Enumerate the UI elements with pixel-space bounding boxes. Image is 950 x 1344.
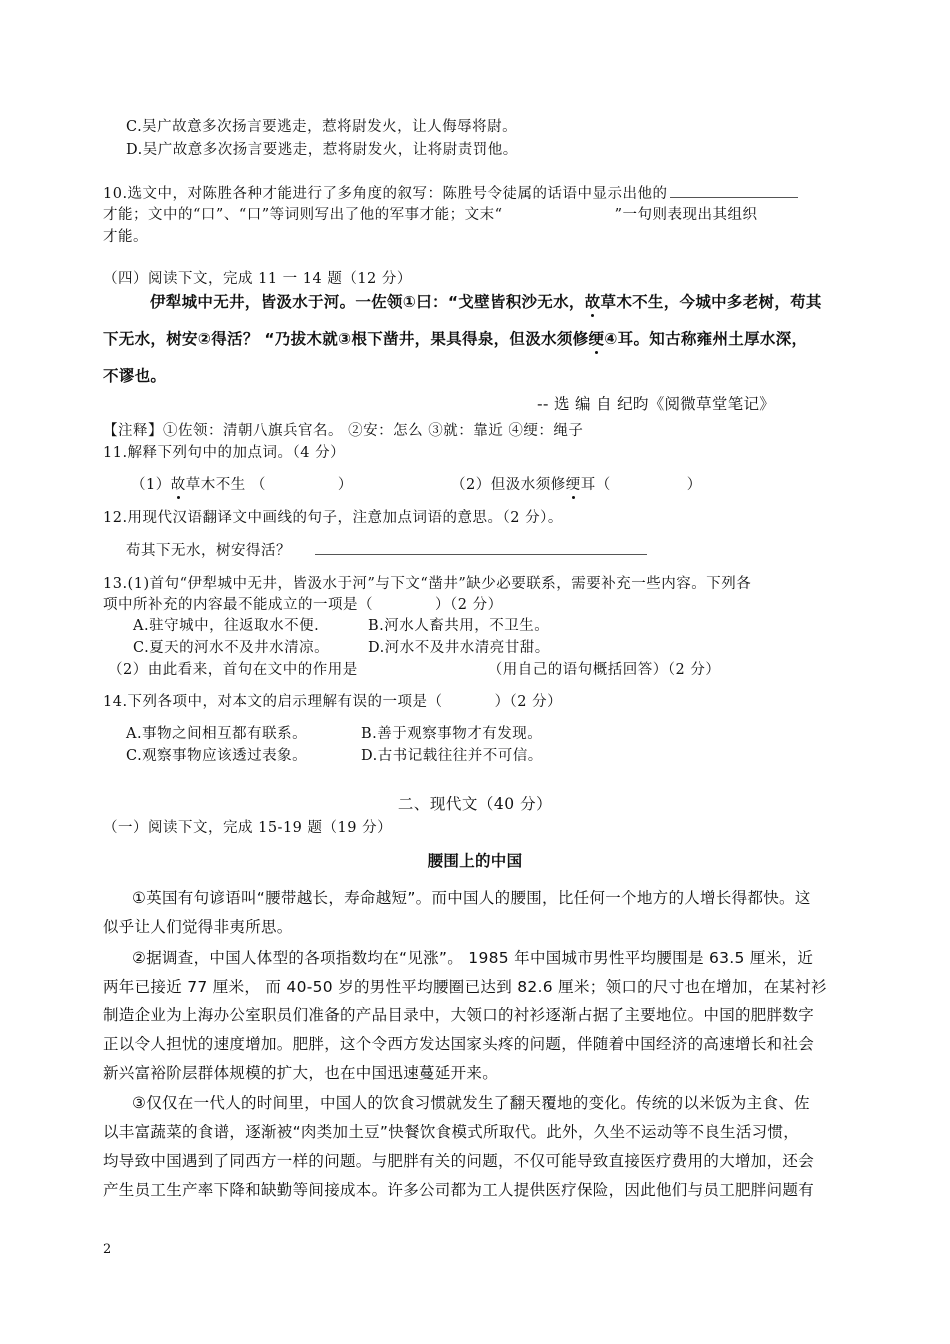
q13-option-b: B.河水人畜共用，不卫生。: [368, 618, 550, 634]
q11-item-2: [451, 475, 702, 495]
q11-text: （1）: [131, 477, 171, 493]
q10-line3: 才能。: [103, 229, 148, 245]
q13-line1: 13.(1)首句“伊犁城中无井，皆汲水于河”与下文“凿井”缺少必要联系，需要补充一些内容。下列各: [103, 576, 752, 592]
q11-title: 11.解释下列句中的加点词。（4 分）: [103, 445, 346, 461]
q13-text: （2）由此看来，首句在文中的作用是: [108, 662, 358, 678]
q13-part2: [108, 660, 720, 680]
article-line: 产生员工生产率下降和缺勤等间接成本。许多公司都为工人提供医疗保险，因此他们与员工肥胖问题有: [103, 1181, 815, 1199]
passage-line-2: [103, 329, 807, 349]
passage-text: 草木不生，今城中多老树，苟其: [600, 293, 822, 311]
article-line: ②据调查，中国人体型的各项指数均在“见涨”。 1985 年中国城市男性平均腰围是 63.5 厘米，近: [132, 949, 814, 967]
q14-option-b: B.善于观察事物才有发现。: [361, 726, 543, 742]
passage-notes: 【注释】①佐领：清朝八旗兵官名。 ②安：怎么 ③就：靠近 ④绠：绳子: [103, 423, 584, 439]
q11-item-1: [131, 475, 353, 495]
article-line: 正以令人担忧的速度增加。肥胖，这个令西方发达国家头疼的问题，伴随着中国经济的高速增长和社会: [103, 1035, 815, 1053]
q13-text: （用自己的语句概括回答）（2 分）: [487, 662, 721, 678]
article-line: 新兴富裕阶层群体规模的扩大，也在中国迅速蔓延开来。: [103, 1064, 499, 1082]
q11-text: ）: [686, 477, 702, 493]
dotted-word: 绠: [588, 330, 605, 348]
article-line: ③仅仅在一代人的时间里，中国人的饮食习惯就发生了翻天覆地的变化。传统的以米饭为主食、佐: [132, 1094, 810, 1112]
article-line: ①英国有句谚语叫“腰带越长，寿命越短”。而中国人的腰围，比任何一个地方的人增长得都快。这: [132, 889, 811, 907]
article-title: 腰围上的中国: [427, 852, 523, 870]
q14-title: [103, 692, 562, 712]
modern-section-title: 二、现代文（40 分）: [397, 795, 553, 813]
article-line: 均导致中国遇到了同西方一样的问题。与肥胖有关的问题，不仅可能导致直接医疗费用的大增加，还会: [103, 1152, 815, 1170]
q10-line2: [103, 205, 757, 225]
article-line: 似乎让人们觉得非夷所思。: [103, 918, 293, 936]
q11-text: ）: [337, 477, 353, 493]
q12-title: 12.用现代汉语翻译文中画线的句子，注意加点词语的意思。（2 分）。: [103, 510, 563, 526]
q11-text: （2）但汲水须修: [451, 477, 566, 493]
q14-option-d: D.古书记载往往并不可信。: [361, 748, 543, 764]
q13-option-a: A.驻守城中，往返取水不便.: [133, 618, 320, 634]
passage-line-3: 不谬也。: [103, 367, 167, 385]
q12-sentence: [126, 540, 647, 561]
q13-line2: [103, 595, 503, 615]
dotted-word: 绠: [565, 477, 581, 493]
q11-text: 耳（: [580, 477, 611, 493]
page-number: 2: [103, 1242, 112, 1257]
section4-header: （四）阅读下文，完成 11 一 14 题（12 分）: [103, 271, 412, 287]
q13-text: ）（2 分）: [435, 597, 503, 613]
passage-text: 伊犁城中无井，皆汲水于河。一佐领①曰：“戈壁皆积沙无水，: [150, 293, 585, 311]
q10-text: 才能；文中的“口”、“口”等词则写出了他的军事才能；文末“: [103, 207, 503, 223]
dotted-word: 故: [170, 477, 186, 493]
q10-text: 10.选文中，对陈胜各种才能进行了多角度的叙写：陈胜号令徒属的话语中显示出他的: [103, 186, 668, 202]
q14-option-a: A.事物之间相互都有联系。: [126, 726, 308, 742]
passage-source: -- 选 编 自 纪昀《阅微草堂笔记》: [537, 395, 776, 413]
q13-option-d: D.河水不及井水清亮甘甜。: [368, 640, 550, 656]
q14-text: 14.下列各项中，对本文的启示理解有误的一项是（: [103, 694, 443, 710]
q12-text: 苟其下无水，树安得活？: [126, 543, 291, 559]
modern-sub-header: （一）阅读下文，完成 15-19 题（19 分）: [103, 820, 393, 836]
article-line: 两年已接近 77 厘米， 而 40-50 岁的男性平均腰圈已达到 82.6 厘米；领口的尺寸也在增加，在某衬衫: [103, 978, 827, 996]
q14-text: ）（2 分）: [494, 694, 563, 710]
q14-option-c: C.观察事物应该透过表象。: [126, 748, 308, 764]
passage-text: ④耳。知古称雍州土厚水深，: [604, 330, 808, 348]
q10-text: ”一句则表现出其组织: [614, 207, 758, 223]
q12-answer-blank: [315, 540, 647, 555]
passage-line-1: [150, 292, 822, 312]
q13-text: 项中所补充的内容最不能成立的一项是（: [103, 597, 373, 613]
q9-option-c: C.吴广故意多次扬言要逃走，惹将尉发火，让人侮辱将尉。: [126, 119, 518, 135]
passage-text: 下无水，树安②得活？ “乃拔木就③根下凿井，果具得泉，但汲水须修: [103, 330, 589, 348]
q10-blank-1: [670, 183, 798, 198]
q10-line1: [103, 183, 798, 204]
article-line: 制造企业为上海办公室职员们准备的产品目录中，大领口的衬衫逐渐占据了主要地位。中国的肥胖数字: [103, 1006, 815, 1024]
article-line: 以丰富蔬菜的食谱，逐渐被“肉类加土豆”快餐饮食模式所取代。此外，久坐不运动等不良生活习惯，: [103, 1123, 800, 1141]
q9-option-d: D.吴广故意多次扬言要逃走，惹将尉发火，让将尉责罚他。: [126, 142, 518, 158]
dotted-word: 故: [584, 293, 601, 311]
q13-option-c: C.夏天的河水不及井水清凉。: [133, 640, 330, 656]
q11-text: 草木不生 （: [185, 477, 266, 493]
